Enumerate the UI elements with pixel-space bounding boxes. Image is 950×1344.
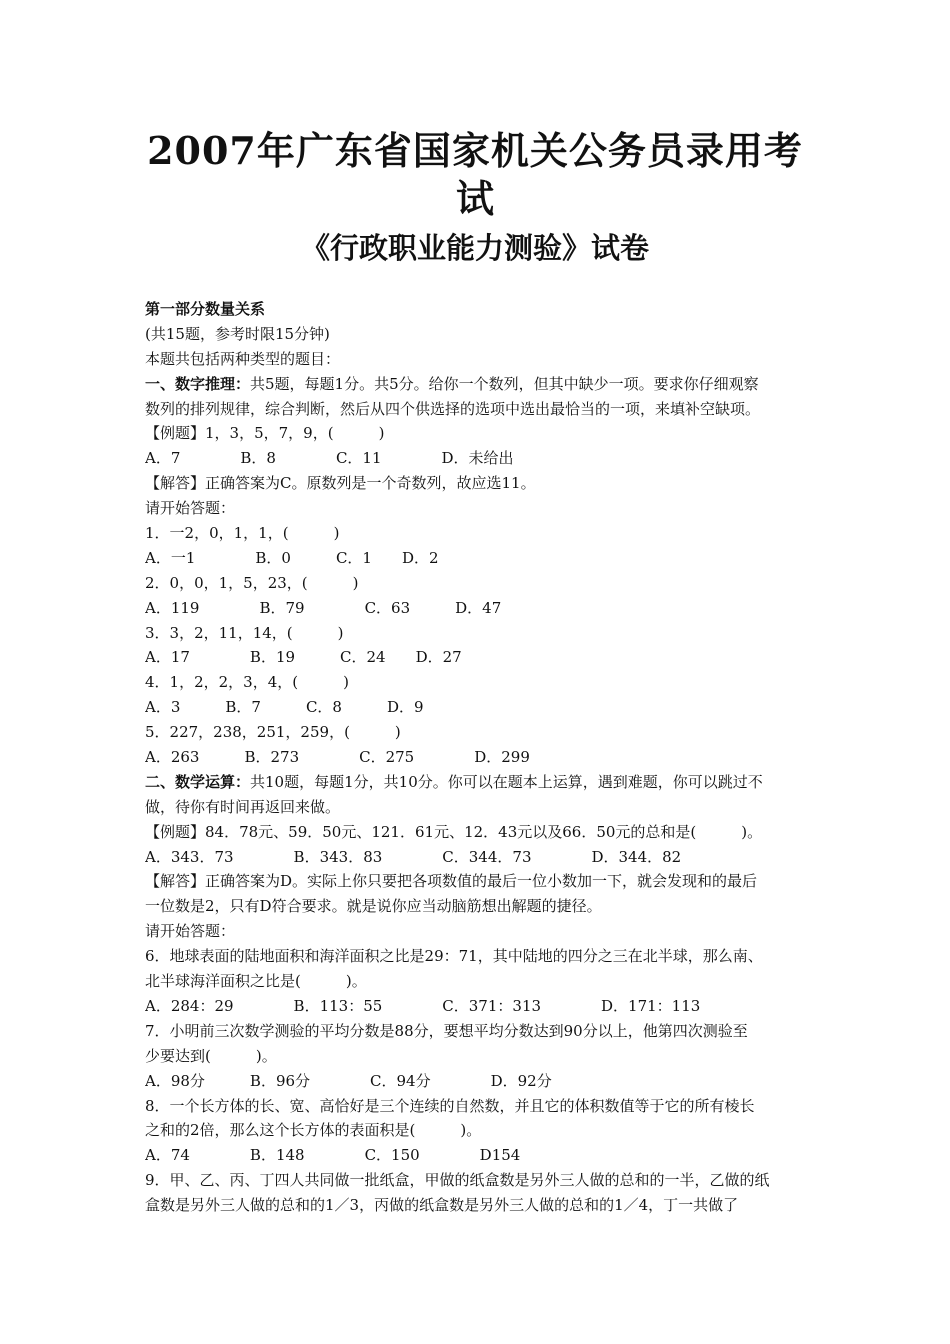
line-text: 共10题，每题1分，共10分。你可以在题本上运算，遇到难题，你可以跳过不 xyxy=(250,772,763,791)
text-line xyxy=(145,496,815,521)
line-text: 1．一2，0，1，1，( ) xyxy=(145,524,340,543)
line-text: 【例题】1，3，5，7，9，( ) xyxy=(145,424,385,443)
text-line xyxy=(145,397,815,422)
line-text: A．3 B．7 C．8 D．9 xyxy=(145,698,424,717)
text-line xyxy=(145,446,815,471)
line-text: (共15题，参考时限15分钟) xyxy=(145,324,330,343)
text-line xyxy=(145,1168,815,1193)
line-text: A．284：29 B．113：55 C．371：313 D．171：113 xyxy=(145,996,701,1015)
line-text: 数列的排列规律，综合判断，然后从四个供选择的选项中选出最恰当的一项，来填补空缺项。 xyxy=(145,399,761,418)
line-text: 请开始答题： xyxy=(145,922,236,941)
line-text: 一位数是2，只有D符合要求。就是说你应当动脑筋想出解题的捷径。 xyxy=(145,897,602,916)
text-line xyxy=(145,1193,815,1218)
document-subtitle: 《行政职业能力测验》试卷 xyxy=(300,231,649,265)
text-line xyxy=(145,571,815,596)
text-line xyxy=(145,869,815,894)
text-line xyxy=(145,1069,815,1094)
line-text: 【解答】正确答案为C。原数列是一个奇数列，故应选11。 xyxy=(145,474,536,493)
line-text: 之和的2倍，那么这个长方体的表面积是( )。 xyxy=(145,1121,482,1140)
text-line xyxy=(145,670,815,695)
text-line xyxy=(145,546,815,571)
line-text: 共5题，每题1分。共5分。给你一个数列，但其中缺少一项。要求你仔细观察 xyxy=(250,374,759,393)
text-line xyxy=(145,471,815,496)
text-line xyxy=(145,795,815,820)
text-line xyxy=(145,421,815,446)
line-text: 【解答】正确答案为D。实际上你只要把各项数值的最后一位小数加一下，就会发现和的最后 xyxy=(145,872,758,891)
text-line xyxy=(145,621,815,646)
line-text: 8．一个长方体的长、宽、高恰好是三个连续的自然数，并且它的体积数值等于它的所有棱长 xyxy=(145,1096,755,1115)
text-line xyxy=(145,770,815,795)
text-line xyxy=(145,1044,815,1069)
text-line xyxy=(145,845,815,870)
text-line xyxy=(145,1118,815,1143)
line-text: 【例题】84．78元、59．50元、121．61元、12．43元以及66．50元的总和是( )。 xyxy=(145,822,763,841)
bold-heading: 一、数字推理： xyxy=(145,374,251,393)
text-line xyxy=(145,994,815,1019)
line-text: A．263 B．273 C．275 D．299 xyxy=(145,748,530,767)
line-text: 6．地球表面的陆地面积和海洋面积之比是29：71，其中陆地的四分之三在北半球，那么南、 xyxy=(145,947,763,966)
bold-heading: 二、数学运算： xyxy=(145,772,251,791)
line-text: A．17 B．19 C．24 D．27 xyxy=(145,648,462,667)
line-text: 9．甲、乙、丙、丁四人共同做一批纸盒，甲做的纸盒数是另外三人做的总和的一半，乙做的纸 xyxy=(145,1171,770,1190)
exam-body xyxy=(145,297,815,1218)
text-line xyxy=(145,596,815,621)
line-text: 5．227，238，251，259，( ) xyxy=(145,723,401,742)
document-title-line2: 试 xyxy=(455,176,494,221)
bold-heading: 第一部分数量关系 xyxy=(145,300,266,318)
text-line xyxy=(145,745,815,770)
line-text: A．343．73 B．343．83 C．344．73 D．344．82 xyxy=(145,847,682,866)
document-title-line1: 2007年广东省国家机关公务员录用考 xyxy=(147,128,803,173)
text-line xyxy=(145,720,815,745)
text-line xyxy=(145,969,815,994)
text-line xyxy=(145,1019,815,1044)
line-text: 北半球海洋面积之比是( )。 xyxy=(145,972,367,991)
line-text: 少要达到( )。 xyxy=(145,1046,277,1065)
text-line xyxy=(145,645,815,670)
line-text: 本题共包括两种类型的题目： xyxy=(145,349,341,368)
line-text: A．一1 B．0 C．1 D．2 xyxy=(145,548,439,567)
line-text: 做，待你有时间再返回来做。 xyxy=(145,797,341,816)
text-line xyxy=(145,1094,815,1119)
line-text: A．119 B．79 C．63 D．47 xyxy=(145,598,502,617)
line-text: A．74 B．148 C．150 D154 xyxy=(145,1146,521,1165)
text-line xyxy=(145,820,815,845)
text-line xyxy=(145,1143,815,1168)
text-line xyxy=(145,894,815,919)
text-line xyxy=(145,521,815,546)
line-text: 请开始答题： xyxy=(145,499,236,518)
text-line xyxy=(145,322,815,347)
line-text: 2．0，0，1，5，23，( ) xyxy=(145,573,359,592)
line-text: 3．3，2，11，14，( ) xyxy=(145,623,344,642)
text-line xyxy=(145,372,815,397)
text-line xyxy=(145,944,815,969)
text-line xyxy=(145,919,815,944)
line-text: A．7 B．8 C．11 D．未给出 xyxy=(145,449,514,468)
line-text: 盒数是另外三人做的总和的1／3，丙做的纸盒数是另外三人做的总和的1／4，丁一共做了 xyxy=(145,1196,739,1215)
line-text: A．98分 B．96分 C．94分 D．92分 xyxy=(145,1071,552,1090)
line-text: 4．1，2，2，3，4，( ) xyxy=(145,673,349,692)
text-line xyxy=(145,297,815,322)
line-text: 7．小明前三次数学测验的平均分数是88分，要想平均分数达到90分以上，他第四次测验至 xyxy=(145,1021,748,1040)
text-line xyxy=(145,695,815,720)
text-line xyxy=(145,347,815,372)
